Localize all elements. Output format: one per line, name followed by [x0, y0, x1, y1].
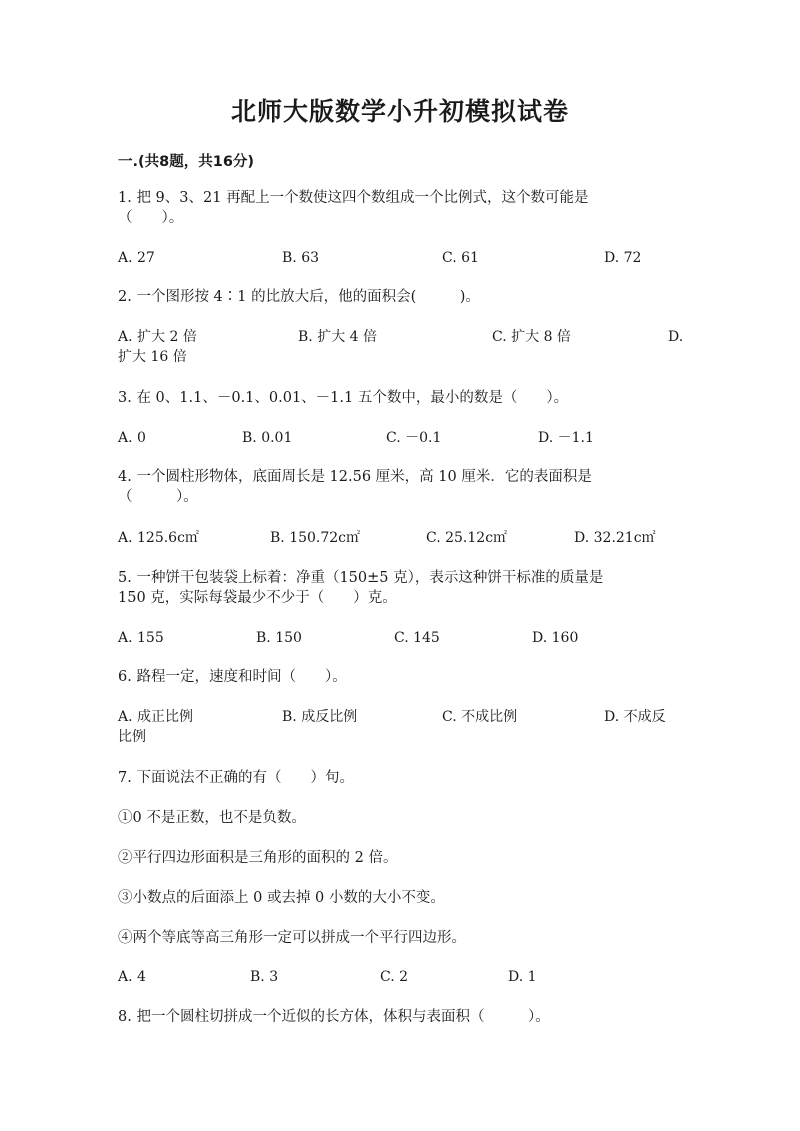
option-a[interactable]: A. 0 [118, 430, 146, 446]
option-b[interactable]: B. 150.72c㎡ [270, 530, 361, 546]
question-3-options [118, 428, 688, 468]
question-4-options [118, 528, 688, 568]
option-a[interactable]: A. 27 [118, 250, 155, 266]
option-b[interactable]: B. 0.01 [242, 430, 293, 446]
question-6-line-1: 6. 路程一定，速度和时间（ ）。 [118, 669, 347, 685]
option-a[interactable]: A. 155 [118, 630, 164, 646]
statement-1: ①0 不是正数，也不是负数。 [118, 810, 306, 826]
option-d-continued: 比例 [118, 729, 146, 745]
question-8-line-1: 8. 把一个圆柱切拼成一个近似的长方体，体积与表面积（ ）。 [118, 1009, 550, 1025]
option-c[interactable]: C. 145 [394, 630, 440, 646]
question-1 [118, 188, 688, 228]
option-d[interactable]: D. －1.1 [538, 430, 594, 446]
option-d[interactable]: D. 不成反 [604, 709, 666, 725]
option-a[interactable]: A. 扩大 2 倍 [118, 329, 197, 345]
option-b[interactable]: B. 150 [256, 630, 302, 646]
question-6-options [118, 707, 688, 747]
option-d[interactable]: D. [668, 329, 684, 345]
question-2-options [118, 327, 688, 367]
question-4 [118, 467, 688, 507]
option-b[interactable]: B. 3 [250, 969, 279, 985]
question-4-line-2: （ ）。 [118, 489, 198, 505]
question-3-line-1: 3. 在 0、1.1、－0.1、0.01、－1.1 五个数中，最小的数是（ ）。 [118, 390, 569, 406]
question-2 [118, 287, 688, 307]
question-7-line-1: 7. 下面说法不正确的有（ ）句。 [118, 770, 354, 786]
option-b[interactable]: B. 扩大 4 倍 [298, 329, 377, 345]
question-3 [118, 388, 688, 408]
question-5-line-1: 5. 一种饼干包装袋上标着：净重（150±5 克），表示这种饼干标准的质量是 [118, 570, 604, 586]
question-1-options [118, 248, 688, 288]
option-c[interactable]: C. 不成比例 [442, 709, 518, 725]
option-b[interactable]: B. 成反比例 [282, 709, 358, 725]
question-5-line-2: 150 克，实际每袋最少不少于（ ）克。 [118, 590, 397, 606]
question-1-line-1: 1. 把 9、3、21 再配上一个数使这四个数组成一个比例式，这个数可能是 [118, 190, 589, 206]
question-8 [118, 1007, 688, 1027]
statement-4: ④两个等底等高三角形一定可以拼成一个平行四边形。 [118, 930, 466, 946]
option-b[interactable]: B. 63 [282, 250, 320, 266]
exam-title: 北师大版数学小升初模拟试卷 [230, 97, 569, 126]
question-7 [118, 768, 688, 788]
option-c[interactable]: C. －0.1 [386, 430, 442, 446]
option-c[interactable]: C. 61 [442, 250, 479, 266]
option-a[interactable]: A. 成正比例 [118, 709, 194, 725]
option-a[interactable]: A. 4 [118, 969, 146, 985]
option-d[interactable]: D. 72 [604, 250, 642, 266]
question-1-line-2: （ ）。 [118, 210, 184, 226]
option-c[interactable]: C. 扩大 8 倍 [492, 329, 571, 345]
option-d[interactable]: D. 160 [532, 630, 579, 646]
question-4-line-1: 4. 一个圆柱形物体，底面周长是 12.56 厘米，高 10 厘米．它的表面积是 [118, 469, 592, 485]
section-heading: 一.(共8题，共16分) [118, 154, 255, 170]
question-2-line-1: 2. 一个图形按 4∶1 的比放大后，他的面积会( )。 [118, 289, 480, 305]
statement-3: ③小数点的后面添上 0 或去掉 0 小数的大小不变。 [118, 890, 445, 906]
option-d[interactable]: D. 1 [508, 969, 537, 985]
question-7-options [118, 967, 688, 1007]
option-d-continued: 扩大 16 倍 [118, 349, 187, 365]
option-a[interactable]: A. 125.6c㎡ [118, 530, 199, 546]
option-c[interactable]: C. 25.12c㎡ [426, 530, 508, 546]
question-6 [118, 667, 688, 687]
question-5 [118, 568, 688, 608]
statement-2: ②平行四边形面积是三角形的面积的 2 倍。 [118, 850, 398, 866]
option-d[interactable]: D. 32.21c㎡ [574, 530, 656, 546]
option-c[interactable]: C. 2 [380, 969, 409, 985]
question-5-options [118, 628, 688, 668]
